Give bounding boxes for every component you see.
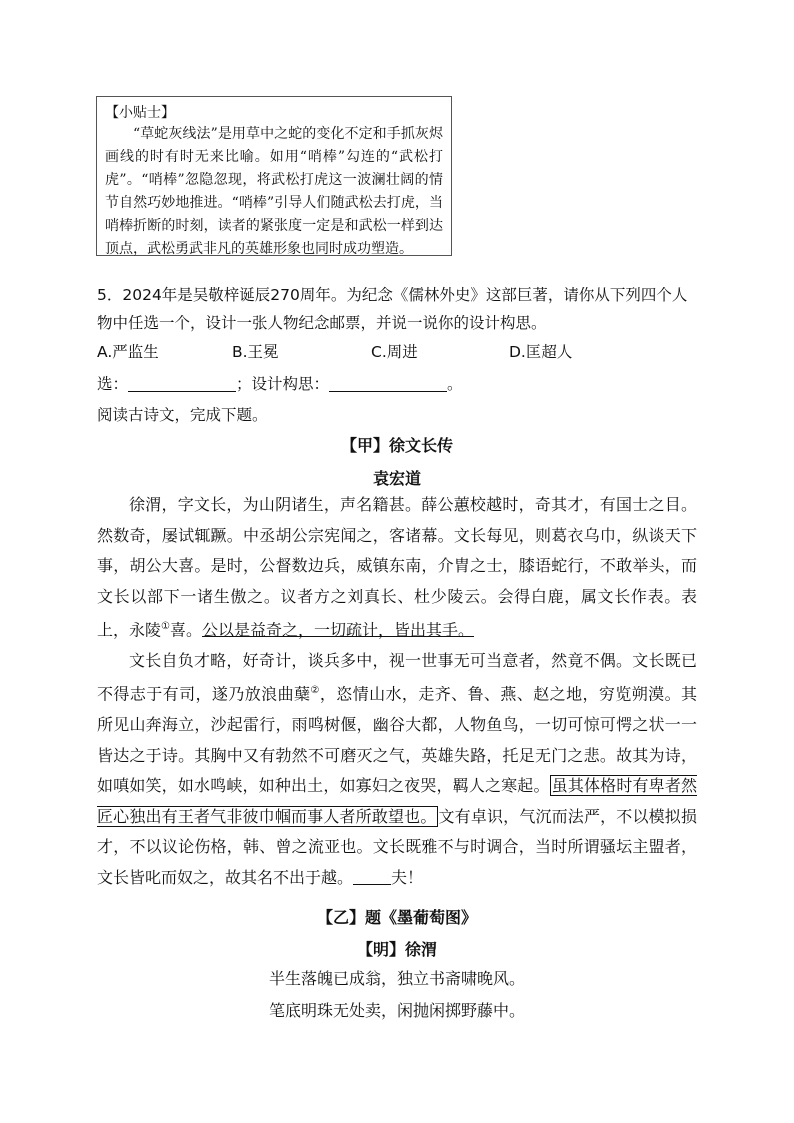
option-c: C.周进 xyxy=(371,343,418,361)
p2-text-c: 文有卓识，气沉而法严，不以模拟损才，不以议论伤格，韩、曾之流亚也。文长既雅不与时调合，当时所谓骚坛主盟者，文长皆叱而奴之，故其名不出于越。 xyxy=(97,806,697,887)
select-label: 选： xyxy=(97,375,129,393)
option-a: A.严监生 xyxy=(97,343,159,361)
passage-yi-title: 【乙】题《墨葡萄图》 xyxy=(316,908,477,927)
poem-line-2: 笔底明珠无处卖，闲抛闲掷野藤中。 xyxy=(268,1001,525,1020)
design-blank[interactable] xyxy=(329,375,447,392)
p1-text-a: 徐渭，字文长，为山阴诸生，声名籍甚。薛公蕙校越时，奇其才，有国士之目。然数奇，屡试辄蹶。中丞胡公宗宪闻之，客诸幕。文长每见，则葛衣乌巾，纵谈天下事，胡公大喜。是时，公督数边兵，威镇东南，介胄之士，膝语蛇行，不敢举头，而文长以部下一诸生傲之。议者方之刘真长、杜少陵云。会得白鹿，属文长作表。表上，永陵 xyxy=(97,495,697,640)
p2-text-end: 夫！ xyxy=(391,867,424,887)
p2-text-b: ，恣情山水，走齐、鲁、燕、赵之地，穷览朔漠。其所见山奔海立，沙起雷行，雨鸣树偃，幽谷大都，人物鱼鸟，一切可惊可愕之状一一皆达之于诗。其胸中又有勃然不可磨灭之气，英雄失路，托足无门之悲。故其为诗，如嗔如笑，如水鸣峡，如种出土，如寡妇之夜哭，羁人之寒起。 xyxy=(97,684,697,796)
footnote-1-marker: ① xyxy=(161,621,170,632)
option-b: B.王冕 xyxy=(232,343,279,361)
question-5: 5．2024年是吴敬梓诞辰270周年。为纪念《儒林外史》这部巨著，请你从下列四个人物中任选一个，设计一张人物纪念邮票，并说一说你的设计构思。 xyxy=(97,286,688,332)
select-blank[interactable] xyxy=(128,375,236,392)
tip-title: 【小贴士】 xyxy=(105,105,175,121)
poem-line-1: 半生落魄已成翁，独立书斋啸晚风。 xyxy=(268,969,525,988)
passage-jia-body xyxy=(97,490,697,893)
design-label: ；设计构思： xyxy=(236,375,330,393)
underlined-sentence: 公以是益奇之，一切疏计，皆出其手。 xyxy=(202,620,475,640)
p1-text-b: 喜。 xyxy=(169,620,202,640)
question-5-options xyxy=(97,340,697,364)
option-d: D.匡超人 xyxy=(509,343,573,361)
reading-instruction: 阅读古诗文，完成下题。 xyxy=(97,406,268,424)
fill-in-blank[interactable] xyxy=(353,870,391,885)
passage-jia-paragraph-1 xyxy=(97,490,697,646)
tip-box xyxy=(96,96,452,256)
passage-jia-paragraph-2 xyxy=(97,646,697,893)
p2-text-a: 文长自负才略，好奇计，谈兵多中，视一世事无可当意者，然竟不偶。文长既已不得志于有司，遂乃放浪曲蘖 xyxy=(97,650,697,704)
passage-yi-author: 【明】徐渭 xyxy=(356,940,437,959)
passage-jia-title: 【甲】徐文长传 xyxy=(340,436,453,455)
tip-body: “草蛇灰线法”是用草中之蛇的变化不定和手抓灰烬画线的时有时无来比喻。如用“哨棒”勾连的“武松打虎”。“哨棒”忽隐忽现，将武松打虎这一波澜壮阔的情节自然巧妙地推进。“哨棒”引导人们随武松去打虎，当哨棒折断的时刻，读者的紧张度一定是和武松一样到达顶点，武松勇武非凡的英雄形象也同时成功塑造。 xyxy=(105,126,443,257)
end-mark: 。 xyxy=(447,375,463,393)
footnote-2-marker: ② xyxy=(310,685,320,697)
passage-jia-author: 袁宏道 xyxy=(372,469,421,488)
boxed-sentence: 虽其体格时有卑者然匠心独出有王者气非彼巾帼而事人者所敢望也。 xyxy=(97,776,697,826)
answer-line xyxy=(97,372,697,394)
